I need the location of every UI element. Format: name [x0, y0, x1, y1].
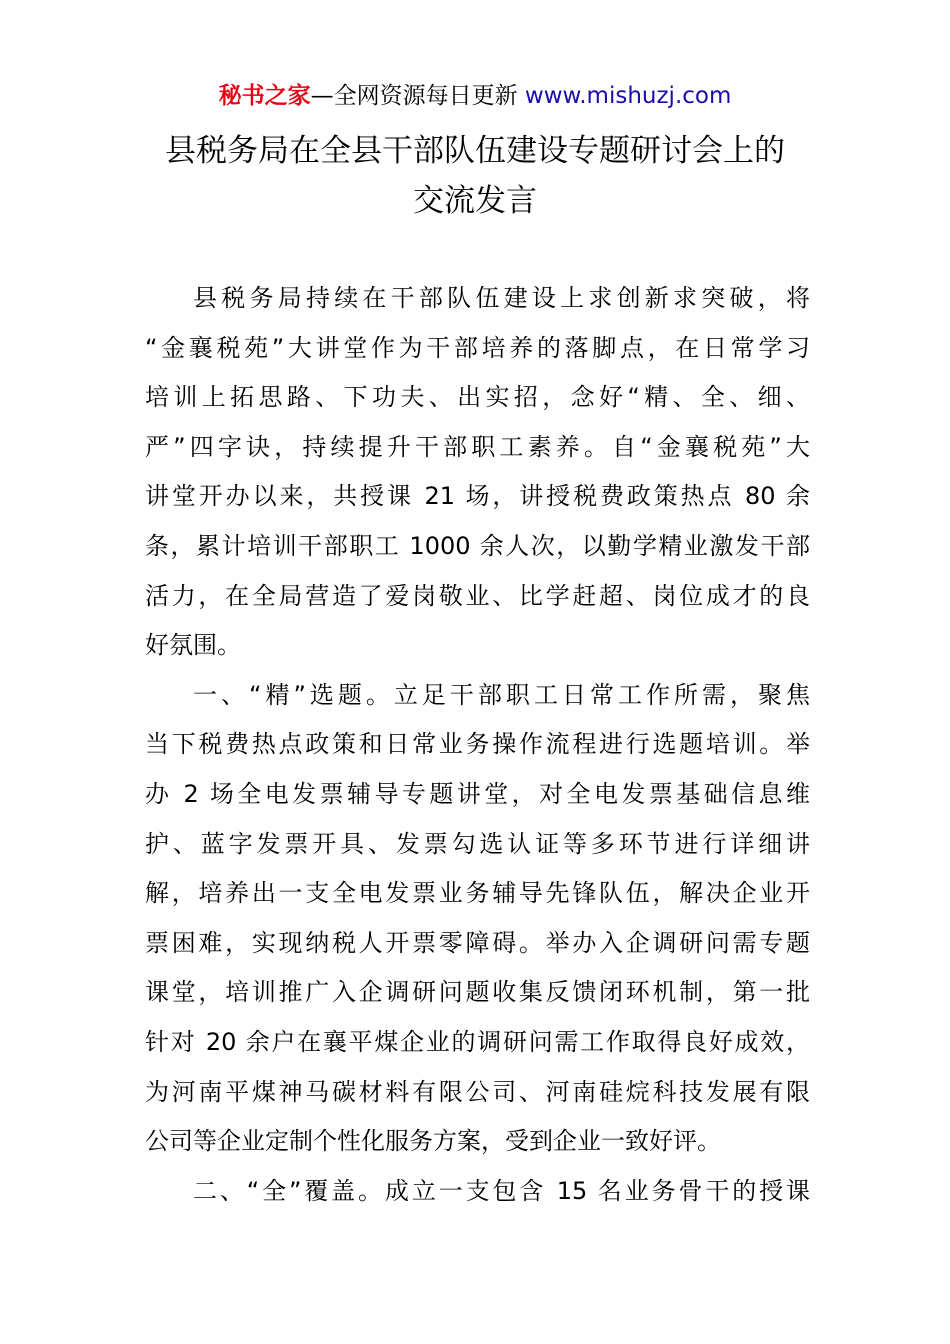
paragraph-1-line-1: 县税务局持续在干部队伍建设上求创新求突破，将: [193, 284, 810, 312]
document-title: [0, 126, 950, 226]
site-brand: 秘书之家: [218, 83, 311, 109]
site-tagline: —全网资源每日更新: [310, 83, 525, 109]
paragraph-1-line-6: 条，累计培训干部职工 1000 余人次，以勤学精业激发干部: [145, 531, 810, 560]
paragraph-2-line-1: 一、“精”选题。立足干部职工日常工作所需，聚焦: [193, 680, 810, 709]
paragraph-2-line-6: 票困难，实现纳税人开票零障碍。举办入企调研问需专题: [145, 928, 810, 957]
title-line-1: 县税务局在全县干部队伍建设专题研讨会上的: [165, 133, 785, 169]
paragraph-3-line-1: 二、“全”覆盖。成立一支包含 15 名业务骨干的授课: [193, 1176, 810, 1205]
paragraph-2-line-4: 护、蓝字发票开具、发票勾选认证等多环节进行详细讲: [145, 829, 810, 858]
paragraph-1-line-7: 活力，在全局营造了爱岗敬业、比学赶超、岗位成才的良: [145, 581, 810, 610]
paragraph-1-line-5: 讲堂开办以来，共授课 21 场，讲授税费政策热点 80 余: [145, 482, 810, 511]
document-body: [145, 274, 810, 1216]
paragraph-2-line-10: 公司等企业定制个性化服务方案，受到企业一致好评。: [145, 1127, 721, 1156]
paragraph-1-line-4: 严”四字诀，持续提升干部职工素养。自“金襄税苑”大: [145, 432, 810, 461]
paragraph-2-line-2: 当下税费热点政策和日常业务操作流程进行选题培训。举: [145, 730, 810, 759]
paragraph-2-line-8: 针对 20 余户在襄平煤企业的调研问需工作取得良好成效，: [145, 1027, 810, 1056]
paragraph-1-line-3: 培训上拓思路、下功夫、出实招，念好“精、全、细、: [145, 383, 810, 412]
paragraph-1-line-8: 好氛围。: [145, 631, 241, 660]
title-line-2: 交流发言: [413, 183, 537, 219]
paragraph-2-line-5: 解，培养出一支全电发票业务辅导先锋队伍，解决企业开: [145, 879, 810, 908]
paragraph-2-line-3: 办 2 场全电发票辅导专题讲堂，对全电发票基础信息维: [145, 779, 810, 808]
paragraph-2-line-7: 课堂，培训推广入企调研问题收集反馈闭环机制，第一批: [145, 978, 810, 1007]
paragraph-2-line-9: 为河南平煤神马碳材料有限公司、河南硅烷科技发展有限: [145, 1077, 810, 1106]
paragraph-1-line-2: “金襄税苑”大讲堂作为干部培养的落脚点，在日常学习: [145, 333, 810, 362]
site-header: [0, 80, 950, 112]
site-url-link[interactable]: www.mishuzj.com: [524, 83, 732, 109]
